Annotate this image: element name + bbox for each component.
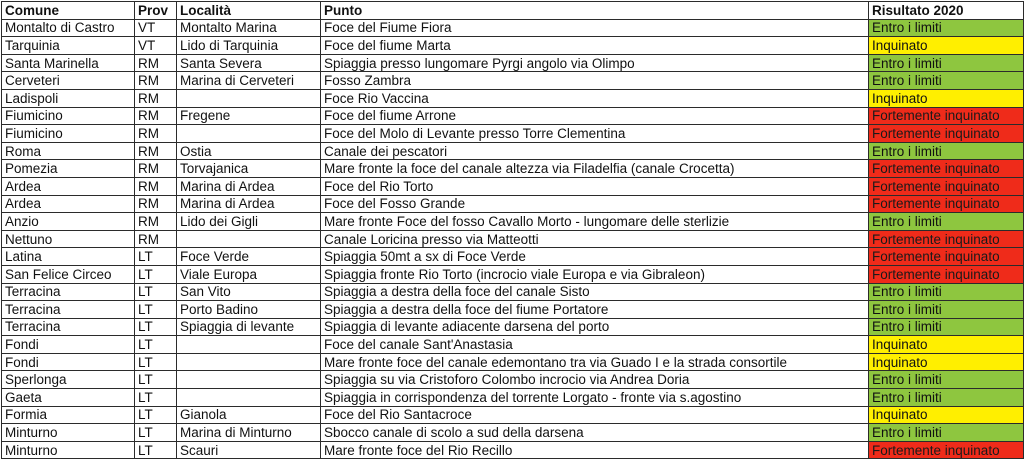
- cell-prov[interactable]: RM: [135, 177, 177, 195]
- cell-comune[interactable]: San Felice Circeo: [2, 265, 135, 283]
- cell-localita[interactable]: [177, 371, 321, 389]
- cell-prov[interactable]: LT: [135, 301, 177, 319]
- cell-punto[interactable]: Spiaggia su via Cristoforo Colombo incrocio via Andrea Doria: [321, 371, 869, 389]
- cell-comune[interactable]: Anzio: [2, 213, 135, 231]
- cell-comune[interactable]: Fondi: [2, 353, 135, 371]
- header-prov[interactable]: Prov: [135, 2, 177, 20]
- cell-localita[interactable]: [177, 125, 321, 143]
- cell-prov[interactable]: VT: [135, 37, 177, 55]
- table-row: [2, 406, 1024, 424]
- cell-punto[interactable]: Fosso Zambra: [321, 72, 869, 90]
- cell-prov[interactable]: RM: [135, 195, 177, 213]
- cell-prov[interactable]: LT: [135, 248, 177, 266]
- cell-localita[interactable]: Scauri: [177, 441, 321, 459]
- header-comune[interactable]: Comune: [2, 2, 135, 20]
- cell-prov[interactable]: LT: [135, 441, 177, 459]
- table-row: [2, 89, 1024, 107]
- cell-punto[interactable]: Foce del Rio Santacroce: [321, 406, 869, 424]
- cell-risultato[interactable]: Entro i limiti: [869, 19, 1024, 37]
- cell-risultato[interactable]: Inquinato: [869, 89, 1024, 107]
- cell-prov[interactable]: LT: [135, 371, 177, 389]
- cell-risultato[interactable]: Inquinato: [869, 406, 1024, 424]
- cell-comune[interactable]: Ardea: [2, 177, 135, 195]
- table-row: [2, 301, 1024, 319]
- cell-localita[interactable]: [177, 389, 321, 407]
- cell-localita[interactable]: Marina di Minturno: [177, 424, 321, 442]
- cell-prov[interactable]: RM: [135, 107, 177, 125]
- cell-punto[interactable]: Mare fronte la foce del canale altezza via Filadelfia (canale Crocetta): [321, 160, 869, 178]
- cell-punto[interactable]: Spiaggia in corrispondenza del torrente Lorgato - fronte via s.agostino: [321, 389, 869, 407]
- table-row: [2, 389, 1024, 407]
- cell-punto[interactable]: Spiaggia a destra della foce del fiume Portatore: [321, 301, 869, 319]
- cell-risultato[interactable]: Fortemente inquinato: [869, 441, 1024, 459]
- cell-risultato[interactable]: Fortemente inquinato: [869, 177, 1024, 195]
- cell-punto[interactable]: Foce del fiume Arrone: [321, 107, 869, 125]
- cell-punto[interactable]: Foce del canale Sant'Anastasia: [321, 336, 869, 354]
- table-row: [2, 371, 1024, 389]
- cell-comune[interactable]: Ladispoli: [2, 89, 135, 107]
- cell-localita[interactable]: [177, 89, 321, 107]
- cell-comune[interactable]: Ardea: [2, 195, 135, 213]
- cell-risultato[interactable]: Fortemente inquinato: [869, 195, 1024, 213]
- cell-localita[interactable]: Lido dei Gigli: [177, 213, 321, 231]
- cell-localita[interactable]: [177, 230, 321, 248]
- cell-comune[interactable]: Santa Marinella: [2, 54, 135, 72]
- cell-comune[interactable]: Gaeta: [2, 389, 135, 407]
- cell-prov[interactable]: LT: [135, 353, 177, 371]
- cell-punto[interactable]: Canale dei pescatori: [321, 142, 869, 160]
- cell-localita[interactable]: Ostia: [177, 142, 321, 160]
- cell-punto[interactable]: Foce del Fiume Fiora: [321, 19, 869, 37]
- cell-risultato[interactable]: Entro i limiti: [869, 424, 1024, 442]
- cell-risultato[interactable]: Inquinato: [869, 353, 1024, 371]
- cell-comune[interactable]: Pomezia: [2, 160, 135, 178]
- table-row: [2, 353, 1024, 371]
- cell-risultato[interactable]: Fortemente inquinato: [869, 107, 1024, 125]
- cell-comune[interactable]: Montalto di Castro: [2, 19, 135, 37]
- table-row: [2, 19, 1024, 37]
- cell-punto[interactable]: Mare fronte foce del Rio Recillo: [321, 441, 869, 459]
- table-row: [2, 195, 1024, 213]
- cell-risultato[interactable]: Entro i limiti: [869, 318, 1024, 336]
- table-row: [2, 177, 1024, 195]
- header-punto[interactable]: Punto: [321, 2, 869, 20]
- cell-risultato[interactable]: Entro i limiti: [869, 142, 1024, 160]
- table-row: [2, 441, 1024, 459]
- cell-comune[interactable]: Tarquinia: [2, 37, 135, 55]
- cell-comune[interactable]: Terracina: [2, 283, 135, 301]
- cell-comune[interactable]: Sperlonga: [2, 371, 135, 389]
- cell-localita[interactable]: Marina di Ardea: [177, 195, 321, 213]
- table-row: [2, 424, 1024, 442]
- cell-punto[interactable]: Foce del Molo di Levante presso Torre Clementina: [321, 125, 869, 143]
- cell-risultato[interactable]: Entro i limiti: [869, 54, 1024, 72]
- cell-comune[interactable]: Cerveteri: [2, 72, 135, 90]
- cell-localita[interactable]: Torvajanica: [177, 160, 321, 178]
- cell-localita[interactable]: Montalto Marina: [177, 19, 321, 37]
- cell-comune[interactable]: Formia: [2, 406, 135, 424]
- cell-prov[interactable]: LT: [135, 406, 177, 424]
- table-row: [2, 37, 1024, 55]
- cell-risultato[interactable]: Inquinato: [869, 336, 1024, 354]
- cell-prov[interactable]: RM: [135, 89, 177, 107]
- table-row: [2, 125, 1024, 143]
- results-table: [1, 1, 1024, 459]
- cell-risultato[interactable]: Entro i limiti: [869, 301, 1024, 319]
- cell-risultato[interactable]: Fortemente inquinato: [869, 248, 1024, 266]
- table-row: [2, 230, 1024, 248]
- cell-localita[interactable]: Porto Badino: [177, 301, 321, 319]
- cell-prov[interactable]: LT: [135, 283, 177, 301]
- cell-risultato[interactable]: Inquinato: [869, 37, 1024, 55]
- cell-comune[interactable]: Latina: [2, 248, 135, 266]
- table-row: [2, 318, 1024, 336]
- cell-risultato[interactable]: Fortemente inquinato: [869, 125, 1024, 143]
- cell-risultato[interactable]: Fortemente inquinato: [869, 230, 1024, 248]
- header-row: [2, 2, 1024, 20]
- cell-comune[interactable]: Minturno: [2, 424, 135, 442]
- cell-punto[interactable]: Sbocco canale di scolo a sud della darsena: [321, 424, 869, 442]
- cell-punto[interactable]: Mare fronte Foce del fosso Cavallo Morto - lungomare delle sterlizie: [321, 213, 869, 231]
- cell-localita[interactable]: Foce Verde: [177, 248, 321, 266]
- table-row: [2, 283, 1024, 301]
- cell-localita[interactable]: Fregene: [177, 107, 321, 125]
- cell-comune[interactable]: Terracina: [2, 318, 135, 336]
- table-row: [2, 72, 1024, 90]
- cell-prov[interactable]: LT: [135, 389, 177, 407]
- table-row: [2, 160, 1024, 178]
- cell-risultato[interactable]: Entro i limiti: [869, 213, 1024, 231]
- cell-localita[interactable]: Santa Severa: [177, 54, 321, 72]
- cell-prov[interactable]: RM: [135, 160, 177, 178]
- cell-comune[interactable]: Terracina: [2, 301, 135, 319]
- cell-prov[interactable]: RM: [135, 142, 177, 160]
- table-row: [2, 213, 1024, 231]
- cell-risultato[interactable]: Fortemente inquinato: [869, 265, 1024, 283]
- cell-comune[interactable]: Fiumicino: [2, 107, 135, 125]
- cell-comune[interactable]: Fiumicino: [2, 125, 135, 143]
- cell-comune[interactable]: Roma: [2, 142, 135, 160]
- cell-risultato[interactable]: Entro i limiti: [869, 371, 1024, 389]
- table-row: [2, 107, 1024, 125]
- table-row: [2, 248, 1024, 266]
- cell-risultato[interactable]: Entro i limiti: [869, 283, 1024, 301]
- header-localita[interactable]: Località: [177, 2, 321, 20]
- cell-prov[interactable]: RM: [135, 230, 177, 248]
- cell-punto[interactable]: Foce Rio Vaccina: [321, 89, 869, 107]
- cell-punto[interactable]: Foce del Rio Torto: [321, 177, 869, 195]
- table-row: [2, 142, 1024, 160]
- cell-comune[interactable]: Fondi: [2, 336, 135, 354]
- cell-prov[interactable]: VT: [135, 19, 177, 37]
- cell-localita[interactable]: Marina di Ardea: [177, 177, 321, 195]
- cell-punto[interactable]: Spiaggia presso lungomare Pyrgi angolo via Olimpo: [321, 54, 869, 72]
- cell-prov[interactable]: RM: [135, 213, 177, 231]
- cell-localita[interactable]: Viale Europa: [177, 265, 321, 283]
- cell-punto[interactable]: Foce del fiume Marta: [321, 37, 869, 55]
- cell-punto[interactable]: Spiaggia 50mt a sx di Foce Verde: [321, 248, 869, 266]
- table-row: [2, 336, 1024, 354]
- table-row: [2, 265, 1024, 283]
- cell-risultato[interactable]: Fortemente inquinato: [869, 160, 1024, 178]
- cell-punto[interactable]: Mare fronte foce del canale edemontano tra via Guado I e la strada consortile: [321, 353, 869, 371]
- cell-localita[interactable]: Gianola: [177, 406, 321, 424]
- cell-prov[interactable]: LT: [135, 265, 177, 283]
- cell-risultato[interactable]: Entro i limiti: [869, 389, 1024, 407]
- cell-comune[interactable]: Minturno: [2, 441, 135, 459]
- cell-punto[interactable]: Foce del Fosso Grande: [321, 195, 869, 213]
- cell-prov[interactable]: RM: [135, 72, 177, 90]
- cell-localita[interactable]: [177, 353, 321, 371]
- cell-localita[interactable]: Marina di Cerveteri: [177, 72, 321, 90]
- table-row: [2, 54, 1024, 72]
- cell-risultato[interactable]: Entro i limiti: [869, 72, 1024, 90]
- cell-punto[interactable]: Spiaggia fronte Rio Torto (incrocio viale Europa e via Gibraleon): [321, 265, 869, 283]
- cell-prov[interactable]: RM: [135, 54, 177, 72]
- cell-localita[interactable]: San Vito: [177, 283, 321, 301]
- cell-prov[interactable]: LT: [135, 424, 177, 442]
- cell-prov[interactable]: RM: [135, 125, 177, 143]
- cell-localita[interactable]: [177, 336, 321, 354]
- cell-prov[interactable]: LT: [135, 336, 177, 354]
- cell-localita[interactable]: Lido di Tarquinia: [177, 37, 321, 55]
- cell-punto[interactable]: Canale Loricina presso via Matteotti: [321, 230, 869, 248]
- cell-localita[interactable]: Spiaggia di levante: [177, 318, 321, 336]
- cell-punto[interactable]: Spiaggia a destra della foce del canale Sisto: [321, 283, 869, 301]
- cell-punto[interactable]: Spiaggia di levante adiacente darsena del porto: [321, 318, 869, 336]
- cell-prov[interactable]: LT: [135, 318, 177, 336]
- cell-comune[interactable]: Nettuno: [2, 230, 135, 248]
- header-risultato[interactable]: Risultato 2020: [869, 2, 1024, 20]
